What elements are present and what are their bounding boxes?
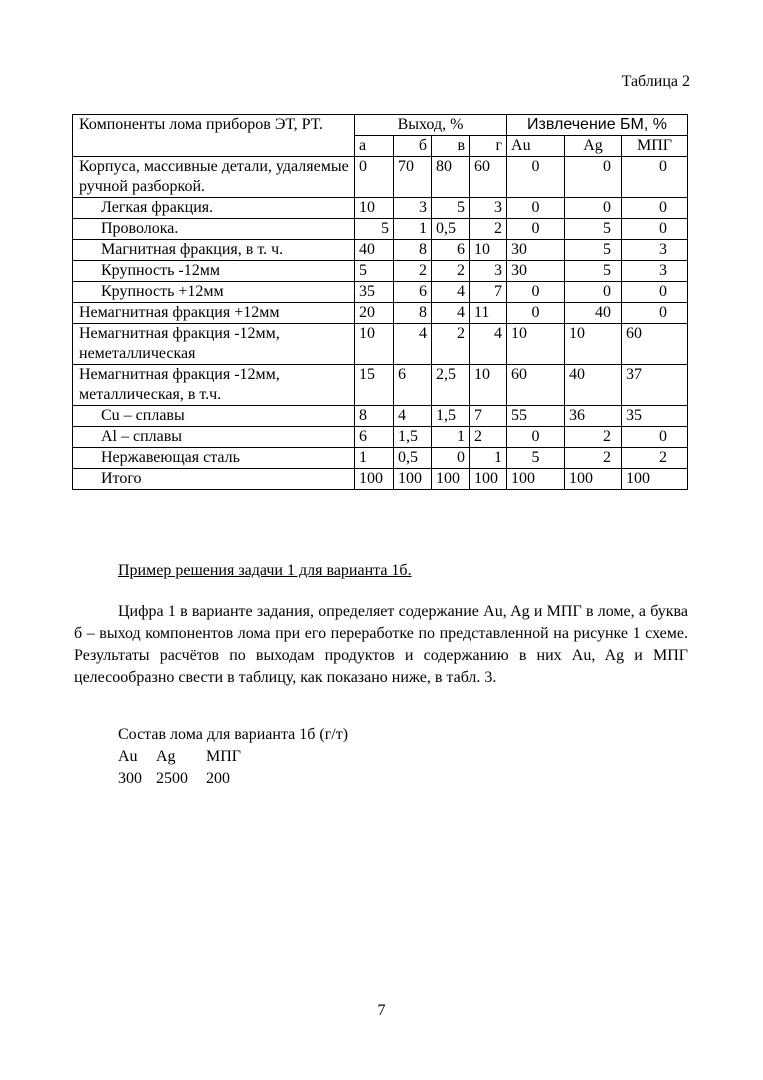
row-label: Крупность -12мм — [73, 261, 355, 282]
table-row — [73, 365, 688, 406]
table-cell: 0 — [507, 303, 565, 324]
row-label: Нержавеющая сталь — [73, 448, 355, 469]
table-cell: 30 — [507, 261, 565, 282]
table-cell: 1 — [470, 448, 507, 469]
table-cell: 8 — [394, 240, 432, 261]
table-cell: 5 — [565, 240, 622, 261]
explanation-paragraph: Цифра 1 в варианте задания, определяет содержание Au, Ag и МПГ в ломе, а буква б – выход компонентов лома при его переработке по представленной на рисунке 1 схеме. Результаты расчётов по выходам продуктов и содержанию в них Au, Ag и МПГ целесообразно свести в таблицу, как показано ниже, в табл. 3. — [74, 603, 688, 686]
table-cell: 100 — [355, 469, 394, 490]
composition-values — [118, 768, 348, 790]
table-cell: 2,5 — [432, 365, 470, 406]
table-cell: 4 — [432, 282, 470, 303]
row-label: Магнитная фракция, в т. ч. — [73, 240, 355, 261]
table-cell: 1,5 — [394, 427, 432, 448]
table-cell: 11 — [470, 303, 507, 324]
table-cell: 4 — [394, 324, 432, 365]
table-cell: 1 — [394, 219, 432, 240]
header-sub: в — [432, 136, 470, 157]
row-label: Cu – сплавы — [73, 406, 355, 427]
table-cell: 0 — [355, 157, 394, 198]
table-cell: 36 — [565, 406, 622, 427]
table-cell: 20 — [355, 303, 394, 324]
table-cell: 0,5 — [432, 219, 470, 240]
table-cell: 0 — [432, 448, 470, 469]
page-number: 7 — [377, 1002, 386, 1019]
table-cell: 8 — [394, 303, 432, 324]
composition-label: Au — [118, 748, 138, 765]
header-extraction: Извлечение БМ, % — [507, 115, 688, 136]
table-cell: 2 — [470, 427, 507, 448]
composition-value: 200 — [206, 770, 230, 787]
header-sub: МПГ — [622, 136, 688, 157]
table-cell: 0 — [507, 157, 565, 198]
header-yield: Выход, % — [355, 115, 507, 136]
table-cell: 2 — [622, 448, 688, 469]
example-title: Пример решения задачи 1 для варианта 1б. — [118, 562, 412, 579]
table-cell: 10 — [470, 365, 507, 406]
table-row — [73, 427, 688, 448]
table-row — [73, 240, 688, 261]
table-cell: 37 — [622, 365, 688, 406]
table-cell: 7 — [470, 406, 507, 427]
table-cell: 2 — [432, 261, 470, 282]
table-cell: 30 — [507, 240, 565, 261]
header-sub: а — [355, 136, 394, 157]
table-cell: 6 — [394, 282, 432, 303]
row-label: Проволока. — [73, 219, 355, 240]
table-cell: 100 — [394, 469, 432, 490]
table-cell: 0 — [622, 427, 688, 448]
header-sub: б — [394, 136, 432, 157]
table-cell: 0 — [507, 219, 565, 240]
table-cell: 0 — [622, 157, 688, 198]
composition-label: Ag — [156, 748, 176, 765]
table-row — [73, 219, 688, 240]
table-cell: 0 — [565, 157, 622, 198]
table-row — [73, 324, 688, 365]
table-cell: 3 — [470, 198, 507, 219]
table-cell: 100 — [507, 469, 565, 490]
table-row — [73, 157, 688, 198]
table-cell: 80 — [432, 157, 470, 198]
row-label: Легкая фракция. — [73, 198, 355, 219]
table-cell: 10 — [507, 324, 565, 365]
table-cell: 40 — [565, 303, 622, 324]
table-cell: 100 — [470, 469, 507, 490]
table-cell: 2 — [565, 448, 622, 469]
table-cell: 6 — [355, 427, 394, 448]
table-row — [73, 469, 688, 490]
table-cell: 5 — [565, 219, 622, 240]
table-cell: 5 — [355, 219, 394, 240]
table-cell: 0 — [507, 427, 565, 448]
table-row — [73, 448, 688, 469]
table-cell: 60 — [507, 365, 565, 406]
composition-labels — [118, 746, 348, 768]
table-cell: 7 — [470, 282, 507, 303]
table-cell: 0 — [622, 198, 688, 219]
table-cell: 2 — [470, 219, 507, 240]
table-cell: 70 — [394, 157, 432, 198]
table-row — [73, 261, 688, 282]
header-row — [73, 115, 688, 136]
table-cell: 40 — [355, 240, 394, 261]
table-cell: 5 — [432, 198, 470, 219]
table-cell: 1 — [432, 427, 470, 448]
table-cell: 4 — [394, 406, 432, 427]
table-cell: 0 — [507, 282, 565, 303]
table-cell: 0 — [565, 282, 622, 303]
table-cell: 6 — [394, 365, 432, 406]
table-cell: 5 — [565, 261, 622, 282]
composition-title: Состав лома для варианта 1б (г/т) — [118, 726, 349, 743]
table-cell: 8 — [355, 406, 394, 427]
table-cell: 5 — [355, 261, 394, 282]
table-cell: 2 — [432, 324, 470, 365]
table-row — [73, 282, 688, 303]
table-cell: 3 — [394, 198, 432, 219]
row-label: Итого — [73, 469, 355, 490]
table-cell: 1,5 — [432, 406, 470, 427]
table-cell: 1 — [355, 448, 394, 469]
row-label: Немагнитная фракция +12мм — [73, 303, 355, 324]
row-label: Немагнитная фракция -12мм, неметаллическая — [73, 324, 355, 365]
table-cell: 5 — [507, 448, 565, 469]
composition-block — [118, 724, 348, 790]
table-cell: 0 — [622, 303, 688, 324]
composition-value: 300 — [118, 770, 142, 787]
table-row — [73, 406, 688, 427]
table-cell: 100 — [432, 469, 470, 490]
table-cell: 3 — [470, 261, 507, 282]
row-label: Крупность +12мм — [73, 282, 355, 303]
table-cell: 60 — [470, 157, 507, 198]
table-cell: 0,5 — [394, 448, 432, 469]
row-label: Al – сплавы — [73, 427, 355, 448]
header-sub: г — [470, 136, 507, 157]
table-cell: 60 — [622, 324, 688, 365]
table-cell: 10 — [355, 324, 394, 365]
table-cell: 3 — [622, 261, 688, 282]
scrap-components-table — [72, 114, 688, 490]
table-cell: 2 — [565, 427, 622, 448]
table-cell: 100 — [622, 469, 688, 490]
table-cell: 15 — [355, 365, 394, 406]
table-cell: 6 — [432, 240, 470, 261]
table-cell: 4 — [432, 303, 470, 324]
table-cell: 35 — [622, 406, 688, 427]
row-label: Корпуса, массивные детали, удаляемые ручной разборкой. — [73, 157, 355, 198]
table-cell: 0 — [622, 219, 688, 240]
table-cell: 100 — [565, 469, 622, 490]
table-cell: 0 — [622, 282, 688, 303]
table-row — [73, 303, 688, 324]
composition-label: МПГ — [206, 748, 242, 765]
table-cell: 10 — [355, 198, 394, 219]
table-cell: 0 — [507, 198, 565, 219]
table-cell: 40 — [565, 365, 622, 406]
composition-value: 2500 — [156, 770, 188, 787]
table-cell: 10 — [565, 324, 622, 365]
header-sub: Au — [507, 136, 565, 157]
table-cell: 4 — [470, 324, 507, 365]
table-cell: 2 — [394, 261, 432, 282]
header-components: Компоненты лома приборов ЭТ, РТ. — [73, 115, 355, 157]
table-cell: 3 — [622, 240, 688, 261]
table-caption: Таблица 2 — [621, 73, 690, 90]
table-cell: 55 — [507, 406, 565, 427]
table-cell: 0 — [565, 198, 622, 219]
header-sub: Ag — [565, 136, 622, 157]
table-row — [73, 198, 688, 219]
table-cell: 10 — [470, 240, 507, 261]
row-label: Немагнитная фракция -12мм, металлическая, в т.ч. — [73, 365, 355, 406]
table-cell: 35 — [355, 282, 394, 303]
